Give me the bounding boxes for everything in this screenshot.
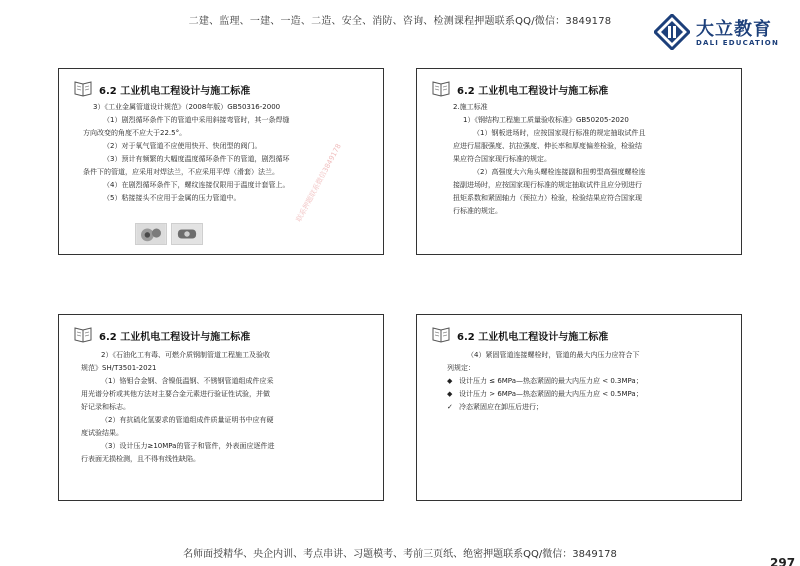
book-icon (73, 79, 93, 97)
slide-body (447, 349, 733, 414)
book-icon (431, 79, 451, 97)
diamond-bullet-icon: ◆ (447, 377, 453, 385)
text-line: （2）高强度大六角头螺栓连接副和扭剪型高强度螺栓连 (473, 168, 646, 176)
text-line: 条件下的管道，应采用对焊法兰，不应采用平焊（滑套）法兰。 (83, 168, 279, 176)
pressure-rules-list (447, 375, 733, 414)
slide-body (453, 101, 733, 218)
text-line: 度试验结果。 (81, 429, 123, 437)
book-icon (73, 325, 93, 343)
pipe-joint-photo-icon (171, 223, 203, 245)
text-line: （4）在剧烈循环条件下，螺纹连接仅限用于温度计套管上。 (103, 181, 290, 189)
header-contact-text: 二建、监理、一建、一造、二造、安全、消防、咨询、检测课程押题联系QQ/微信：3849178 (188, 16, 612, 27)
text-line: 2）《石油化工有毒、可燃介质钢制管道工程施工及验收 (101, 351, 270, 359)
list-item (447, 401, 733, 414)
page-number: 297 (770, 556, 796, 566)
text-line: 接副进场时，应按国家现行标准的规定抽取试件且应分别进行 (453, 181, 642, 189)
text-line: （1）铬钼合金钢、含镍低温钢、不锈钢管道组成件应采 (101, 377, 274, 385)
checkmark-bullet-icon: ✓ (447, 403, 453, 411)
text-line: （2）对于氧气管道不应使用快开、快闭型的阀门。 (103, 142, 262, 150)
text-line: 1）《钢结构工程施工质量验收标准》GB50205-2020 (463, 116, 629, 124)
text-line: 应进行屈服强度、抗拉强度、伸长率和厚度偏差检验，检验结 (453, 142, 642, 150)
slide-title: 6.2 工业机电工程设计与施工标准 (99, 86, 251, 97)
text-line: （4）紧固管道连接螺栓时，管道的最大内压力应符合下 (467, 351, 640, 359)
pipe-photos (135, 223, 205, 247)
text-line: 2.施工标准 (453, 103, 488, 111)
text-line: 方向改变的角度不应大于22.5°。 (83, 129, 187, 137)
slide-1 (58, 68, 384, 255)
text-line: （2）有抗硫化氢要求的管道组成件质量证明书中应有硬 (101, 416, 274, 424)
text-line: （5）粘接接头不应用于金属的压力管道中。 (103, 194, 241, 202)
list-item (447, 375, 733, 388)
logo (654, 14, 784, 50)
text-line: 行表面无损检测，且不得有线性缺陷。 (81, 455, 200, 463)
slide-3 (58, 314, 384, 501)
text-line: 3）《工业金属管道设计规范》（2008年版）GB50316-2000 (93, 103, 281, 111)
slide-4 (416, 314, 742, 501)
list-item-text: 设计压力 > 6MPa—热态紧固的最大内压力应 < 0.5MPa； (459, 390, 643, 398)
slide-title: 6.2 工业机电工程设计与施工标准 (457, 86, 609, 97)
slide-title: 6.2 工业机电工程设计与施工标准 (457, 332, 609, 343)
text-line: 扭矩系数和紧固轴力（预拉力）检验，检验结果应符合国家现 (453, 194, 642, 202)
book-icon (431, 325, 451, 343)
list-item (447, 388, 733, 401)
text-line: 规范》SH/T3501-2021 (81, 364, 157, 372)
pipe-fitting-photo-icon (135, 223, 167, 245)
text-line: 列规定： (447, 364, 475, 372)
footer-contact-text: 名师面授精华、央企内训、考点串讲、习题模考、考前三页纸、绝密押题联系QQ/微信：3849178 (183, 549, 617, 560)
watermark: 联系押题联系微信3849178 (294, 142, 343, 224)
diamond-bullet-icon: ◆ (447, 390, 453, 398)
text-line: 好记录和标志。 (81, 403, 130, 411)
logo-chinese-text: 大立教育 (696, 19, 772, 40)
logo-english-text: DALI EDUCATION (696, 39, 780, 47)
list-item-text: 设计压力 ≤ 6MPa—热态紧固的最大内压力应 < 0.3MPa； (459, 377, 643, 385)
text-line: 用光谱分析或其他方法对主要合金元素进行验证性试验，并做 (81, 390, 270, 398)
text-line: 行标准的规定。 (453, 207, 502, 215)
text-line: （1）剧烈循环条件下的管道中采用斜接弯管时，其一条焊缝 (103, 116, 290, 124)
slide-2 (416, 68, 742, 255)
dali-logo-icon (654, 14, 690, 50)
list-item-text: 冷态紧固应在卸压后进行； (459, 403, 543, 411)
text-line: （1）钢板进场时，应按国家现行标准的规定抽取试件且 (473, 129, 646, 137)
text-line: （3）预计有频繁的大幅度温度循环条件下的管道，剧烈循环 (103, 155, 290, 163)
text-line: （3）设计压力≥10MPa的管子和管件，外表面应逐件进 (101, 442, 275, 450)
slide-body (81, 349, 373, 466)
text-line: 果应符合国家现行标准的规定。 (453, 155, 551, 163)
slide-title: 6.2 工业机电工程设计与施工标准 (99, 332, 251, 343)
